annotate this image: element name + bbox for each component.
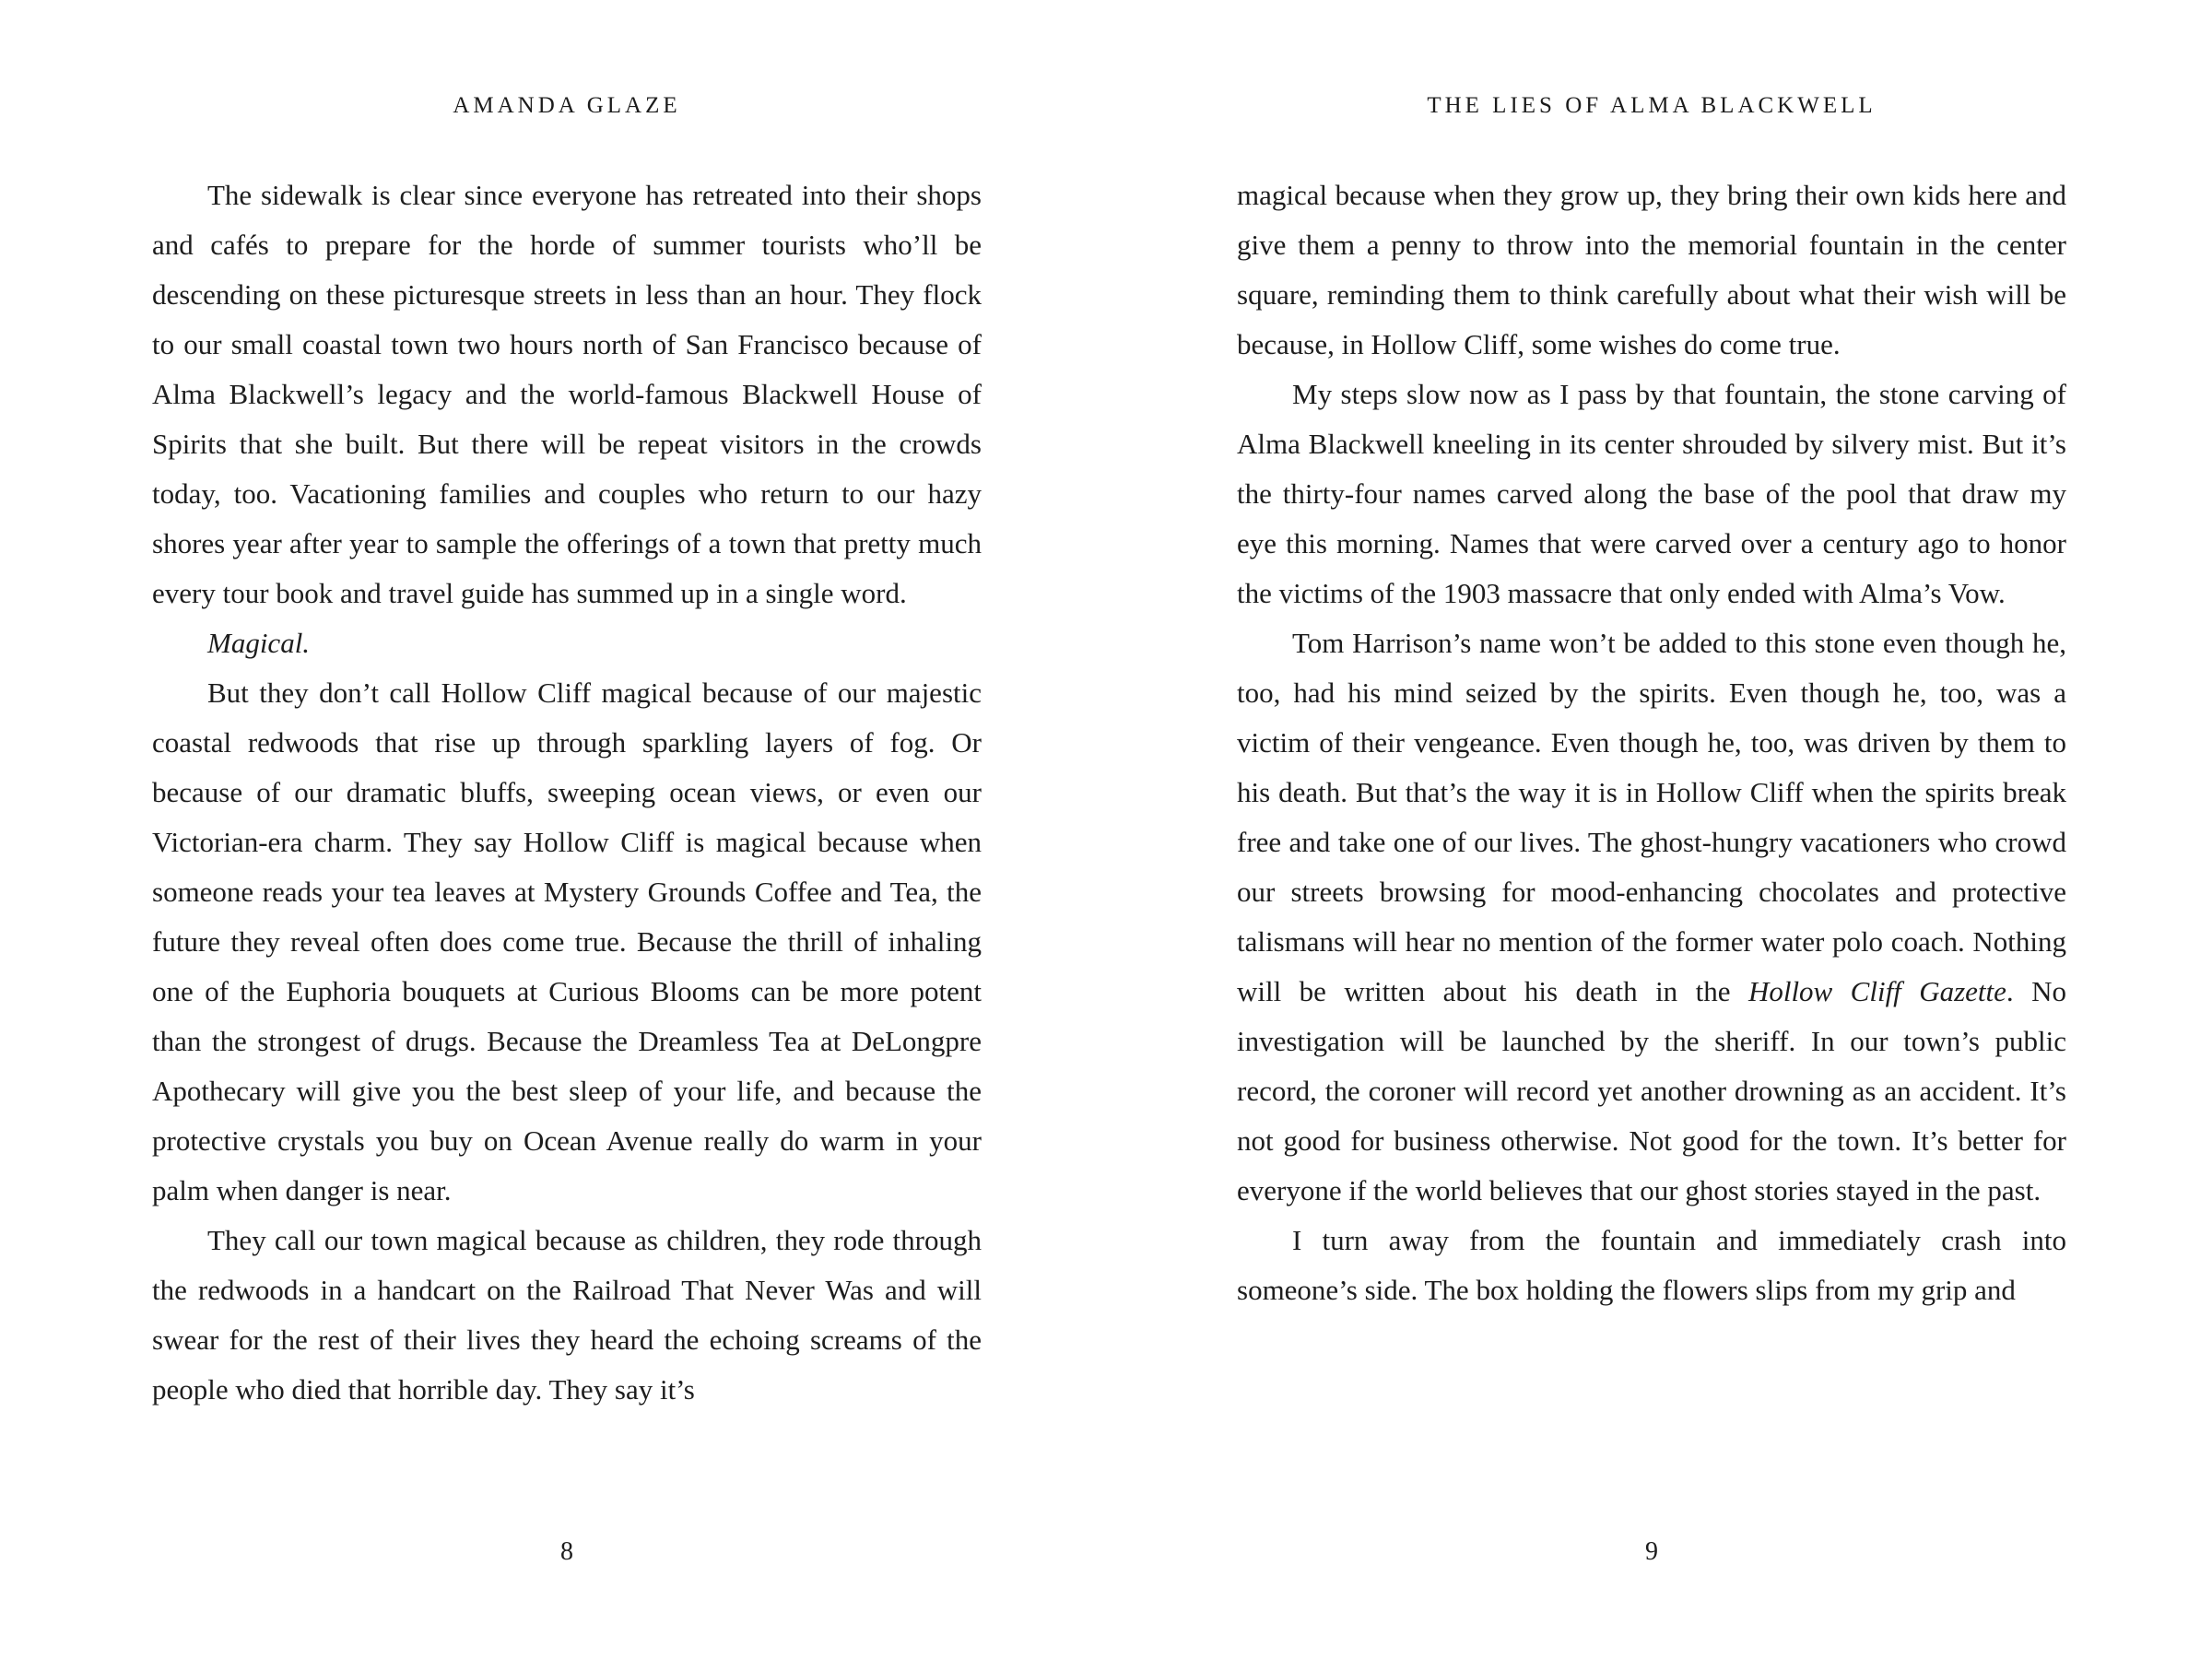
running-head-author: AMANDA GLAZE <box>453 93 681 118</box>
text-run: magical because when they grow up, they bring their own kids here and give them a penny to throw into the memorial fountain in the center square, reminding them to think carefully about what their wish will be because, in Hollow Cliff, some wishes do come true. <box>1237 179 2066 360</box>
page-right <box>1106 0 2212 1659</box>
italic-text-run: Magical. <box>207 627 311 659</box>
paragraph <box>152 668 982 1216</box>
paragraph <box>152 618 982 668</box>
text-run: They call our town magical because as children, they rode through the redwoods in a handcart on the Railroad That Never Was and will swear for the rest of their lives they heard the echoing screams of the people who died that horrible day. They say it’s <box>152 1224 982 1406</box>
text-run: But they don’t call Hollow Cliff magical because of our majestic coastal redwoods that rise up through sparkling layers of fog. Or because of our dramatic bluffs, sweeping ocean views, or even our Victorian-era charm. They say Hollow Cliff is magical because when someone reads your tea leaves at Mystery Grounds Coffee and Tea, the future they reveal often does come true. Because the thrill of inhaling one of the Euphoria bouquets at Curious Blooms can be more potent than the strongest of drugs. Because the Dreamless Tea at DeLongpre Apothecary will give you the best sleep of your life, and because the protective crystals you buy on Ocean Avenue really do warm in your palm when danger is near. <box>152 677 982 1206</box>
paragraph <box>1237 370 2066 618</box>
paragraph <box>1237 171 2066 370</box>
page-body-left <box>152 171 982 1415</box>
text-run: . No investigation will be launched by the sheriff. In our town’s public record, the coroner will record yet another drowning as an accident. It’s not good for business otherwise. Not good for the town. It’s better for everyone if the world believes that our ghost stories stayed in the past. <box>1237 975 2066 1206</box>
paragraph <box>1237 1216 2066 1315</box>
text-run: My steps slow now as I pass by that fountain, the stone carving of Alma Blackwell kneeling in its center shrouded by silvery mist. But it’s the thirty-four names carved along the base of the pool that draw my eye this morning. Names that were carved over a century ago to honor the victims of the 1903 massacre that only ended with Alma’s Vow. <box>1237 378 2066 609</box>
page-number-right: 9 <box>1645 1537 1658 1566</box>
running-head-book-title: THE LIES OF ALMA BLACKWELL <box>1427 93 1877 118</box>
page-body-right <box>1237 171 2066 1315</box>
text-run: I turn away from the fountain and immediately crash into someone’s side. The box holding the flowers slips from my grip and <box>1237 1224 2066 1306</box>
paragraph <box>1237 618 2066 1216</box>
paragraph <box>152 171 982 618</box>
text-run: Tom Harrison’s name won’t be added to this stone even though he, too, had his mind seized by the spirits. Even though he, too, was a victim of their vengeance. Even though he, too, was driven by them to his death. But that’s the way it is in Hollow Cliff when the spirits break free and take one of our lives. The ghost-hungry vacationers who crowd our streets browsing for mood-enhancing chocolates and protective talismans will hear no mention of the former water polo coach. Nothing will be written about his death in the <box>1237 627 2066 1007</box>
paragraph <box>152 1216 982 1415</box>
text-run: The sidewalk is clear since everyone has retreated into their shops and cafés to prepare for the horde of summer tourists who’ll be descending on these picturesque streets in less than an hour. They flock to our small coastal town two hours north of San Francisco because of Alma Blackwell’s legacy and the world-famous Blackwell House of Spirits that she built. But there will be repeat visitors in the crowds today, too. Vacationing families and couples who return to our hazy shores year after year to sample the offerings of a town that pretty much every tour book and travel guide has summed up in a single word. <box>152 179 982 609</box>
page-number-left: 8 <box>560 1537 573 1566</box>
italic-text-run: Hollow Cliff Gazette <box>1747 975 2006 1007</box>
